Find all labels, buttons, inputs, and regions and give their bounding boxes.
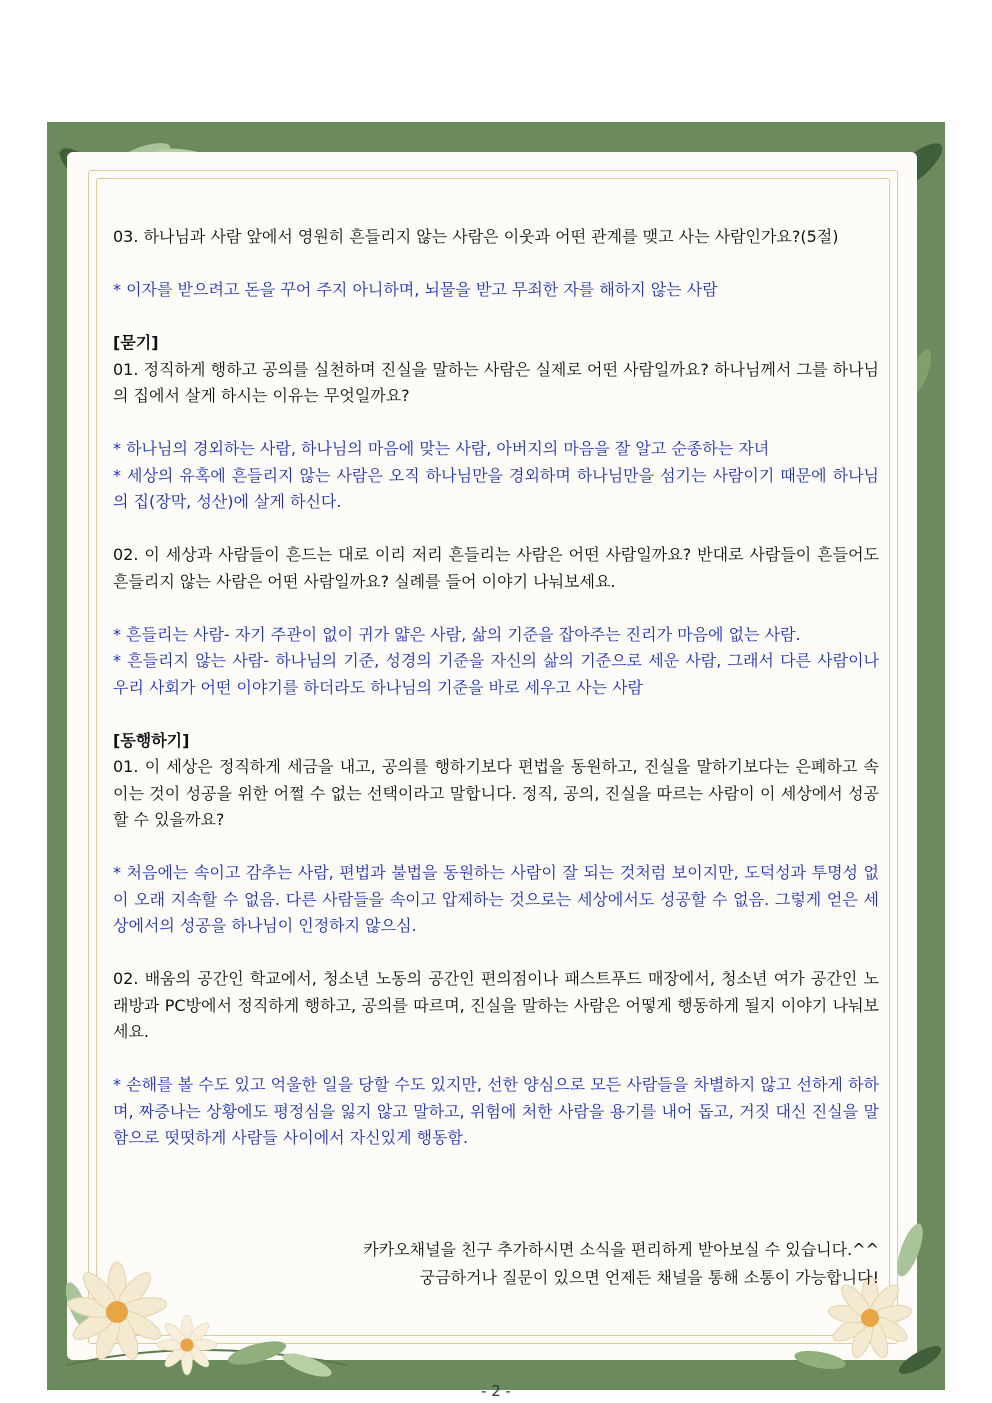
paragraph-gap — [113, 940, 879, 967]
paragraph-gap — [113, 595, 879, 622]
answer-paragraph: * 흔들리는 사람- 자기 주관이 없이 귀가 얇은 사람, 삶의 기준을 잡아주는 진리가 마음에 없는 사람. — [113, 624, 801, 644]
paragraph-gap — [113, 701, 879, 728]
closing-line-1: 카카오채널을 친구 추가하시면 소식을 편리하게 받아보실 수 있습니다.^^ — [363, 1240, 879, 1259]
paragraph-gap — [113, 251, 879, 278]
question-paragraph: 02. 이 세상과 사람들이 흔드는 대로 이리 저리 흔들리는 사람은 어떤 사람일까요? 반대로 사람들이 흔들어도 흔들리지 않는 사람은 어떤 사람일까요? 실례를 들어 이야기 나눠보세요. — [113, 545, 879, 591]
question-paragraph: 03. 하나님과 사람 앞에서 영원히 흔들리지 않는 사람은 이웃과 어떤 관계를 맺고 사는 사람인가요?(5절) — [113, 227, 839, 246]
answer-paragraph: * 처음에는 속이고 감추는 사람, 편법과 불법을 동원하는 사람이 잘 되는 것처럼 보이지만, 도덕성과 투명성 없이 오래 지속할 수 없음. 다른 사람들을 속이고 압제하는 것으로는 세상에서도 성공할 수 없음. 그렇게 얻은 세상에서의 성공을 하나님이 인정하지 않으심. — [113, 863, 879, 935]
paragraph-gap — [113, 410, 879, 437]
closing-line-2: 궁금하거나 질문이 있으면 언제든 채널을 통해 소통이 가능합니다! — [419, 1268, 879, 1287]
document-body — [113, 224, 879, 1152]
question-paragraph: 01. 이 세상은 정직하게 세금을 내고, 공의를 행하기보다 편법을 동원하고, 진실을 말하기보다는 은폐하고 속이는 것이 성공을 위한 어쩔 수 없는 선택이라고 말합니다. 정직, 공의, 진실을 따르는 사람이 이 세상에서 성공할 수 있을까요? — [113, 757, 879, 829]
answer-paragraph: * 흔들리지 않는 사람- 하나님의 기준, 성경의 기준을 자신의 삶의 기준으로 세운 사람, 그래서 다른 사람이나 우리 사회가 어떤 이야기를 하더라도 하나님의 기준을 바로 세우고 사는 사람 — [113, 651, 879, 697]
page-number: - 2 - — [481, 1382, 511, 1400]
answer-paragraph: * 세상의 유혹에 흔들리지 않는 사람은 오직 하나님만을 경외하며 하나님만을 섬기는 사람이기 때문에 하나님의 집(장막, 성산)에 살게 하신다. — [113, 465, 879, 511]
paragraph-gap — [113, 834, 879, 861]
paragraph-gap — [113, 516, 879, 543]
answer-paragraph: * 손해를 볼 수도 있고 억울한 일을 당할 수도 있지만, 선한 양심으로 모든 사람들을 차별하지 않고 선하게 하하며, 짜증나는 상황에도 평정심을 잃지 않고 말하고, 위험에 처한 사람을 용기를 내어 돕고, 거짓 대신 진실을 말함으로 떳떳하게 사람들 사이에서 자신있게 행동함. — [113, 1075, 879, 1147]
section-heading: [동행하기] — [113, 730, 190, 750]
answer-paragraph: * 이자를 받으려고 돈을 꾸어 주지 아니하며, 뇌물을 받고 무죄한 자를 해하지 않는 사람 — [113, 280, 718, 299]
question-paragraph: 01. 정직하게 행하고 공의를 실천하며 진실을 말하는 사람은 실제로 어떤 사람일까요? 하나님께서 그를 하나님의 집에서 살게 하시는 이유는 무엇일까요? — [113, 359, 879, 405]
paragraph-gap — [113, 304, 879, 331]
section-heading: [묻기] — [113, 333, 159, 352]
paragraph-gap — [113, 1046, 879, 1073]
answer-paragraph: * 하나님의 경외하는 사람, 하나님의 마음에 맞는 사람, 아버지의 마음을 잘 알고 순종하는 자녀 — [113, 439, 770, 458]
question-paragraph: 02. 배움의 공간인 학교에서, 청소년 노동의 공간인 편의점이나 패스트푸드 매장에서, 청소년 여가 공간인 노래방과 PC방에서 정직하게 행하고, 공의를 따르며, 진실을 말하는 사람은 어떻게 행동하게 될지 이야기 나눠보세요. — [113, 969, 879, 1041]
closing-note — [259, 1236, 879, 1292]
